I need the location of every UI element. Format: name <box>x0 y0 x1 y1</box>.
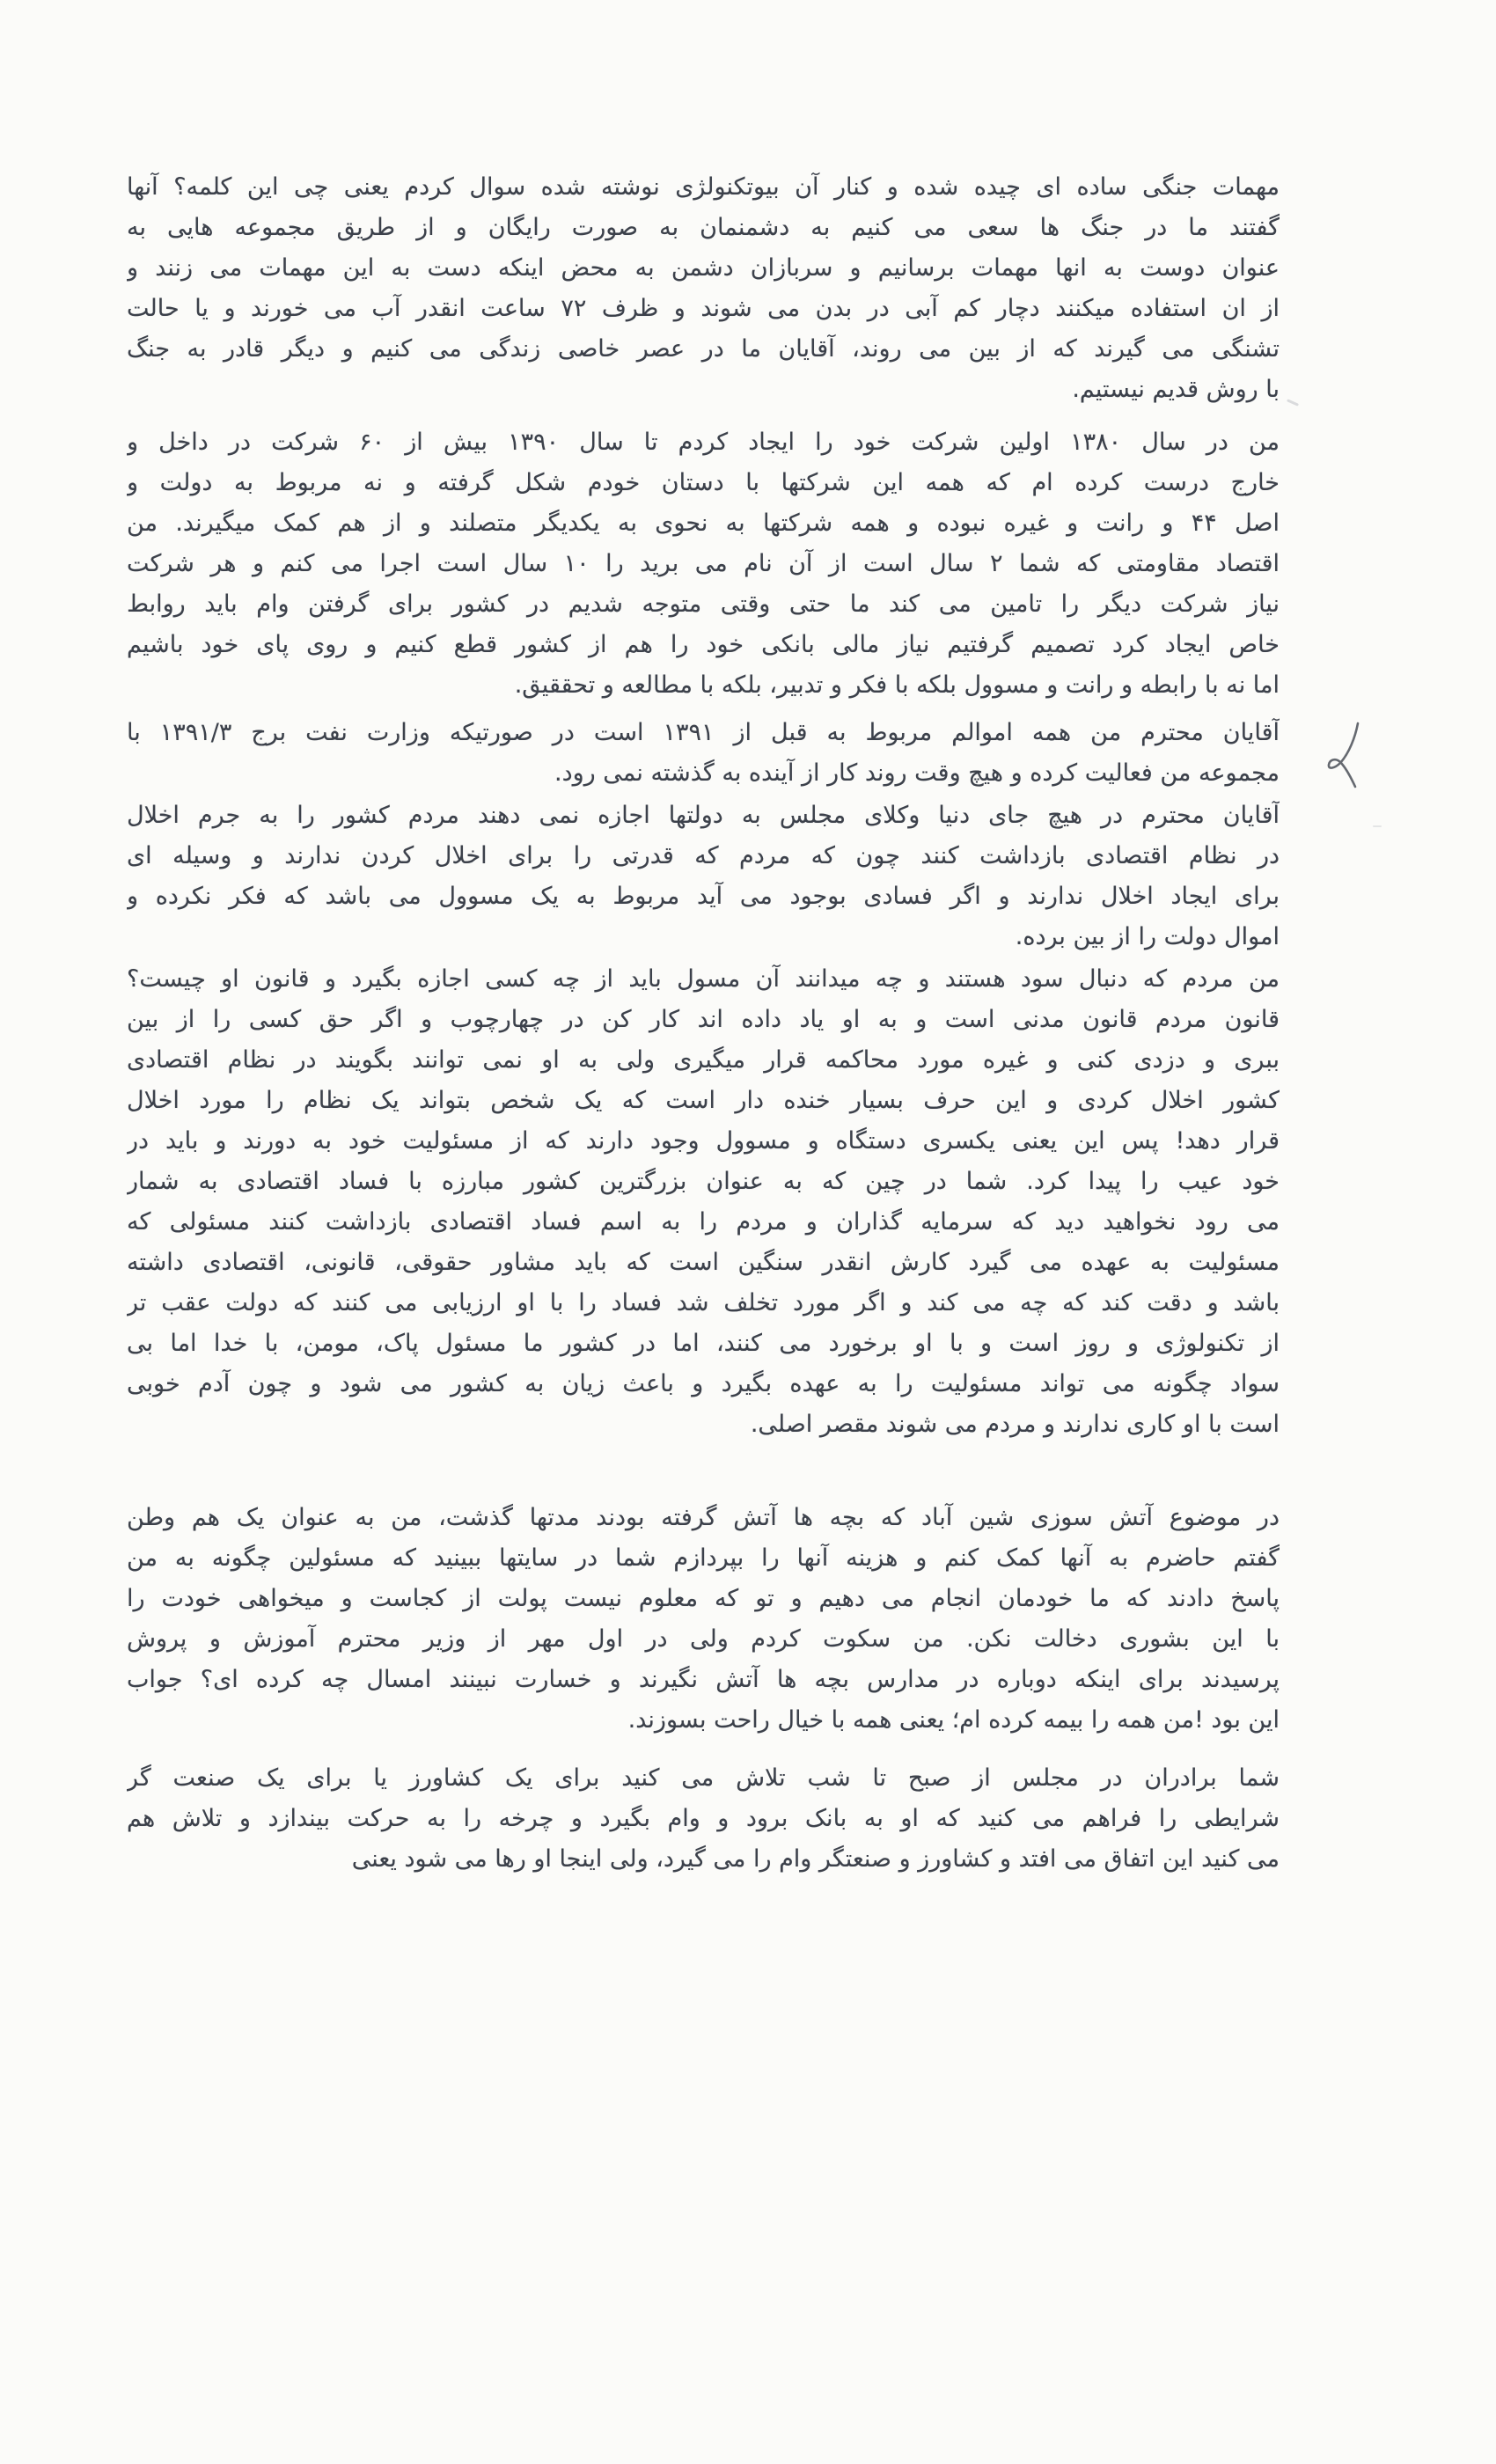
text-line: اصل ۴۴ و رانت و غیره نبوده و همه شرکتها به نحوی به یکدیگر متصلند و از هم کمک میگیرند. من <box>127 510 1280 537</box>
text-line: خارج درست کرده ام که همه این شرکتها با دستان خودم شکل گرفته و نه مربوط به دولت و <box>127 469 1280 496</box>
paragraph-3 <box>127 713 1280 794</box>
text-line: سواد چگونه می تواند مسئولیت را به عهده بگیرد و باعث زیان به کشور می شود و چون آدم خوبی <box>127 1370 1280 1397</box>
paragraph-5 <box>127 959 1280 1445</box>
text-line: خاص ایجاد کرد تصمیم گرفتیم نیاز مالی بانکی خود را هم از کشور قطع کنیم و روی پای خود باشیم <box>127 631 1280 658</box>
paragraph-4 <box>127 796 1280 957</box>
text-line: با این بشوری دخالت نکن. من سکوت کردم ولی در اول مهر از وزیر محترم آموزش و پروش <box>127 1625 1280 1653</box>
text-line: قرار دهد! پس این یعنی یکسری دستگاه و مسوول وجود دارند که از مسئولیت خود به دورند و باید در <box>127 1127 1280 1155</box>
text-line: باشد و دقت کند که چه می کند و اگر مورد تخلف شد فساد را با او ارزیابی می کنند که دولت عقب تر <box>127 1289 1280 1316</box>
text-line: تشنگی می گیرند که از بین می روند، آقایان ما در عصر خاصی زندگی می کنیم و دیگر قادر به جنگ <box>127 335 1280 363</box>
document-text-block <box>127 167 1280 1880</box>
text-line: از تکنولوژی و روز است و با او برخورد می کنند، اما در کشور ما مسئول پاک، مومن، با خدا اما بی <box>127 1330 1280 1357</box>
text-line: آقایان محترم من همه اموالم مربوط به قبل از ۱۳۹۱ است در صورتیکه وزارت نفت برج ۱۳۹۱/۳ با <box>127 719 1280 746</box>
text-line: ببری و دزدی کنی و غیره مورد محاکمه قرار میگیری ولی به او نمی توانند بگویند در نظام اقتصادی <box>127 1046 1280 1074</box>
text-line: نیاز شرکت دیگر را تامین می کند ما حتی وقتی متوجه شدیم در کشور برای گرفتن وام باید روابط <box>127 590 1280 618</box>
text-line: عنوان دوست به انها مهمات برسانیم و سربازان دشمن به محض اینکه دست به این مهمات می زنند و <box>127 254 1280 282</box>
text-line: است با او کاری ندارند و مردم می شوند مقصر اصلی. <box>750 1411 1280 1438</box>
text-line: مجموعه من فعالیت کرده و هیچ وقت روند کار از آینده به گذشته نمی رود. <box>554 759 1280 787</box>
text-line: با روش قدیم نیستیم. <box>1072 376 1280 403</box>
text-line: خود عیب را پیدا کرد. شما در چین که به عنوان بزرگترین کشور مبارزه با فساد اقتصادی به شمار <box>127 1168 1280 1195</box>
text-line: پرسیدند برای اینکه دوباره در مدارس بچه ها آتش نگیرند و خسارت نبینند امسال چه کرده ای؟ جواب <box>127 1666 1280 1693</box>
text-line: از ان استفاده میکنند دچار کم آبی در بدن می شوند و ظرف ۷۲ ساعت انقدر آب می خورند و یا حالت <box>127 295 1280 322</box>
text-line: می کنید این اتفاق می افتد و کشاورز و صنعتگر وام را می گیرد، ولی اینجا او رها می شود یعنی <box>351 1845 1280 1873</box>
text-line: اقتصاد مقاومتی که شما ۲ سال است از آن نام می برید را ۱۰ سال است اجرا می کنم و هر شرکت <box>127 550 1280 577</box>
text-line: من مردم که دنبال سود هستند و چه میدانند آن مسول باید از چه کسی اجازه بگیرد و قانون او چیست؟ <box>127 965 1280 993</box>
text-line: مسئولیت به عهده می گیرد کارش انقدر سنگین است که باید مشاور حقوقی، قانونی، اقتصادی داشته <box>127 1249 1280 1276</box>
text-line: گفتم حاضرم به آنها کمک کنم و هزینه آنها را بپردازم شما در سایتها ببینید که مسئولین چگونه به من <box>127 1544 1280 1572</box>
text-line: در نظام اقتصادی بازداشت کنند چون که مردم که قدرتی را برای اخلال کردن ندارند و وسیله ای <box>127 842 1280 869</box>
text-line: شما برادران در مجلس از صبح تا شب تلاش می کنید برای یک کشاورز یا برای یک صنعت گر <box>127 1764 1280 1792</box>
scan-artifact <box>1373 825 1382 827</box>
paragraph-1 <box>127 167 1280 410</box>
text-line: برای ایجاد اخلال ندارند و اگر فسادی بوجود می آید مربوط به یک مسوول می باشد که فکر نکرده و <box>127 883 1280 910</box>
paragraph-2 <box>127 422 1280 706</box>
paragraph-7 <box>127 1758 1280 1880</box>
text-line: اما نه با رابطه و رانت و مسوول بلکه با فکر و تدبیر، بلکه با مطالعه و تحققیق. <box>514 671 1280 699</box>
text-line: شرایطی را فراهم می کنید که او به بانک برود و وام بگیرد و چرخه را به حرکت بیندازد و تلاش هم <box>127 1805 1280 1832</box>
text-line: گفتند ما در جنگ ها سعی می کنیم به دشمنمان به صورت رایگان و از طریق مجموعه هایی به <box>127 214 1280 241</box>
text-line: کشور اخلال کردی و این حرف بسیار خنده دار است که یک شخص بتواند یک نظام را مورد اخلال <box>127 1087 1280 1114</box>
text-line: پاسخ دادند که ما خودمان انجام می دهیم و تو که معلوم نیست پولت از کجاست و میخواهی خودت را <box>127 1585 1280 1612</box>
text-line: در موضوع آتش سوزی شین آباد که بچه ها آتش گرفته بودند مدتها گذشت، من به عنوان یک هم وطن <box>127 1504 1280 1531</box>
text-line: اموال دولت را از بین برده. <box>1015 923 1280 950</box>
scan-artifact <box>1287 399 1299 406</box>
paragraph-6 <box>127 1498 1280 1741</box>
text-line: من در سال ۱۳۸۰ اولین شرکت خود را ایجاد کردم تا سال ۱۳۹۰ بیش از ۶۰ شرکت در داخل و <box>127 429 1280 456</box>
text-line: این بود !من همه را بیمه کرده ام؛ یعنی همه با خیال راحت بسوزند. <box>627 1706 1280 1734</box>
text-line: قانون مردم قانون مدنی است و به او یاد داده اند کار کن در چهارچوب و اگر حق کسی را از بین <box>127 1006 1280 1033</box>
text-line: آقایان محترم در هیچ جای دنیا وکلای مجلس به دولتها اجازه نمی دهند مردم کشور را به جرم اخلال <box>127 802 1280 829</box>
text-line: می رود نخواهید دید که سرمایه گذاران و مردم را به اسم فساد اقتصادی بازداشت کنند مسئولی که <box>127 1208 1280 1236</box>
handwritten-check-mark <box>1323 720 1367 795</box>
text-line: مهمات جنگی ساده ای چیده شده و کنار آن بیوتکنولژی نوشته شده سوال کردم یعنی چی این کلمه؟ آنها <box>127 173 1280 201</box>
